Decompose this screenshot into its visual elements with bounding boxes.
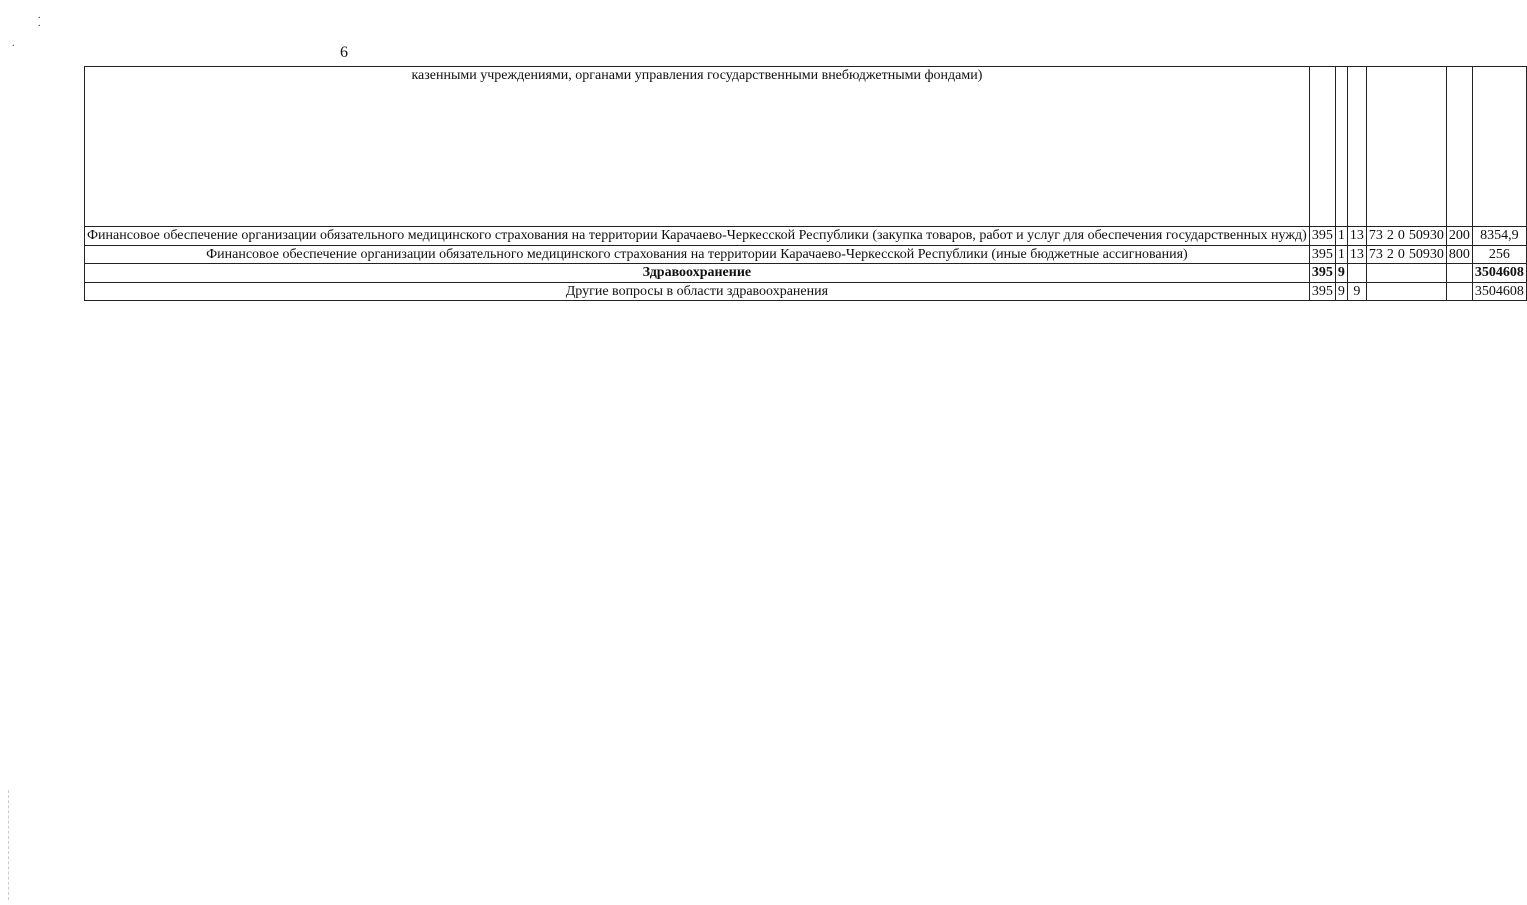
cell-expense-type [1446,67,1472,227]
cell-section: 1 [1335,227,1347,246]
cell-ministry-code: 395 [1309,245,1335,264]
row-description: казенными учреждениями, органами управления государственными внебюджетными фондами) [85,67,1310,227]
cell-program [1366,67,1385,227]
cell-subsection: 13 [1347,227,1366,246]
row-description: Финансовое обеспечение организации обязательного медицинского страхования на территории Карачаево-Черкесской Республики (иные бюджетные ассигнования) [85,245,1310,264]
scan-edge-line [8,790,9,900]
cell-direction [1407,67,1447,227]
cell-subprogram [1385,264,1396,283]
cell-program: 73 [1366,245,1385,264]
cell-subsection [1347,67,1366,227]
cell-subprogram [1385,282,1396,301]
cell-program [1366,264,1385,283]
table-row [85,227,1527,246]
cell-section: 9 [1335,282,1347,301]
page-number: 6 [340,44,348,61]
cell-section: 1 [1335,245,1347,264]
cell-group [1396,282,1407,301]
cell-subprogram [1385,67,1396,227]
cell-ministry-code [1309,67,1335,227]
cell-subsection [1347,264,1366,283]
table-row [85,282,1527,301]
cell-amount: 3504608 [1472,264,1526,283]
cell-group [1396,264,1407,283]
cell-group: 0 [1396,245,1407,264]
cell-program [1366,282,1385,301]
cell-program: 73 [1366,227,1385,246]
cell-amount: 3504608 [1472,282,1526,301]
cell-ministry-code: 395 [1309,282,1335,301]
row-description: Финансовое обеспечение организации обязательного медицинского страхования на территории Карачаево-Черкесской Республики (закупка товаров, работ и услуг для обеспечения государственных нужд) [85,227,1310,246]
cell-subprogram: 2 [1385,227,1396,246]
cell-subsection: 9 [1347,282,1366,301]
cell-expense-type: 200 [1446,227,1472,246]
cell-ministry-code: 395 [1309,264,1335,283]
cell-amount [1472,67,1526,227]
cell-amount: 8354,9 [1472,227,1526,246]
budget-table [84,66,1527,301]
row-description: Другие вопросы в области здравоохранения [85,282,1310,301]
scan-mark: . [12,38,15,49]
cell-direction [1407,264,1447,283]
cell-ministry-code: 395 [1309,227,1335,246]
table-row [85,264,1527,283]
cell-subsection: 13 [1347,245,1366,264]
table-row [85,67,1527,227]
cell-expense-type [1446,264,1472,283]
cell-expense-type: 800 [1446,245,1472,264]
cell-subprogram: 2 [1385,245,1396,264]
table-row [85,245,1527,264]
cell-group [1396,67,1407,227]
cell-group: 0 [1396,227,1407,246]
cell-direction: 50930 [1407,227,1447,246]
row-description: Здравоохранение [85,264,1310,283]
cell-direction: 50930 [1407,245,1447,264]
cell-direction [1407,282,1447,301]
cell-expense-type [1446,282,1472,301]
cell-section [1335,67,1347,227]
scan-mark: . . [38,10,41,29]
cell-section: 9 [1335,264,1347,283]
cell-amount: 256 [1472,245,1526,264]
